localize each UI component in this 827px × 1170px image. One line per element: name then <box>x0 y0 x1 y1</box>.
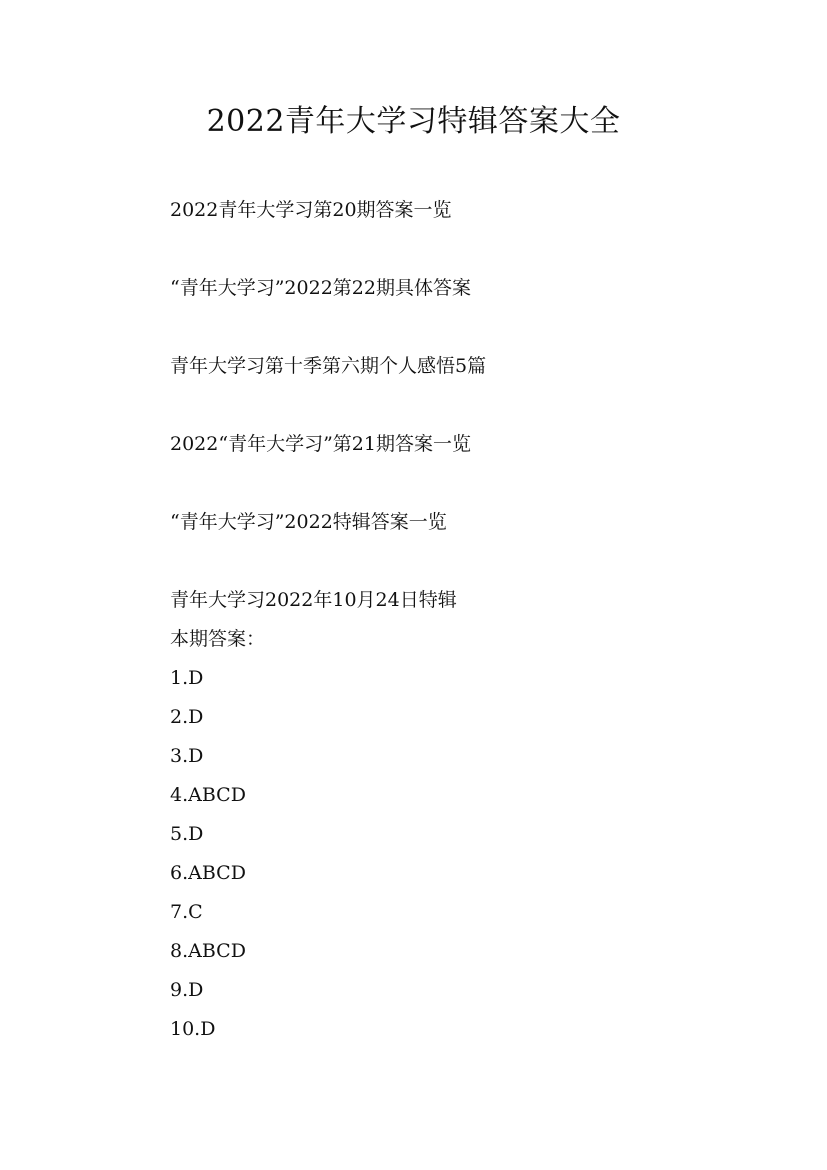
article-link-1[interactable]: 2022青年大学习第20期答案一览 <box>170 199 452 221</box>
answer-item-5: 5.D <box>170 823 204 845</box>
answer-item-8: 8.ABCD <box>170 940 246 962</box>
answer-item-10: 10.D <box>170 1018 216 1040</box>
answer-item-6: 6.ABCD <box>170 862 246 884</box>
answer-item-4: 4.ABCD <box>170 784 246 806</box>
answer-item-1: 1.D <box>170 667 204 689</box>
answer-item-7: 7.C <box>170 901 203 923</box>
article-link-5[interactable]: “青年大学习”2022特辑答案一览 <box>170 511 447 533</box>
article-list <box>170 197 790 587</box>
section-subheading: 本期答案： <box>170 628 266 650</box>
article-link-3[interactable]: 青年大学习第十季第六期个人感悟5篇 <box>170 355 487 377</box>
article-link-2[interactable]: “青年大学习”2022第22期具体答案 <box>170 277 471 299</box>
document-title: 2022青年大学习特辑答案大全 <box>206 104 621 139</box>
answer-section <box>170 587 790 1055</box>
answer-item-2: 2.D <box>170 706 204 728</box>
answer-item-9: 9.D <box>170 979 204 1001</box>
article-link-4[interactable]: 2022“青年大学习”第21期答案一览 <box>170 433 471 455</box>
answer-list <box>170 665 790 1055</box>
answer-item-3: 3.D <box>170 745 204 767</box>
section-heading: 青年大学习2022年10月24日特辑 <box>170 589 457 611</box>
